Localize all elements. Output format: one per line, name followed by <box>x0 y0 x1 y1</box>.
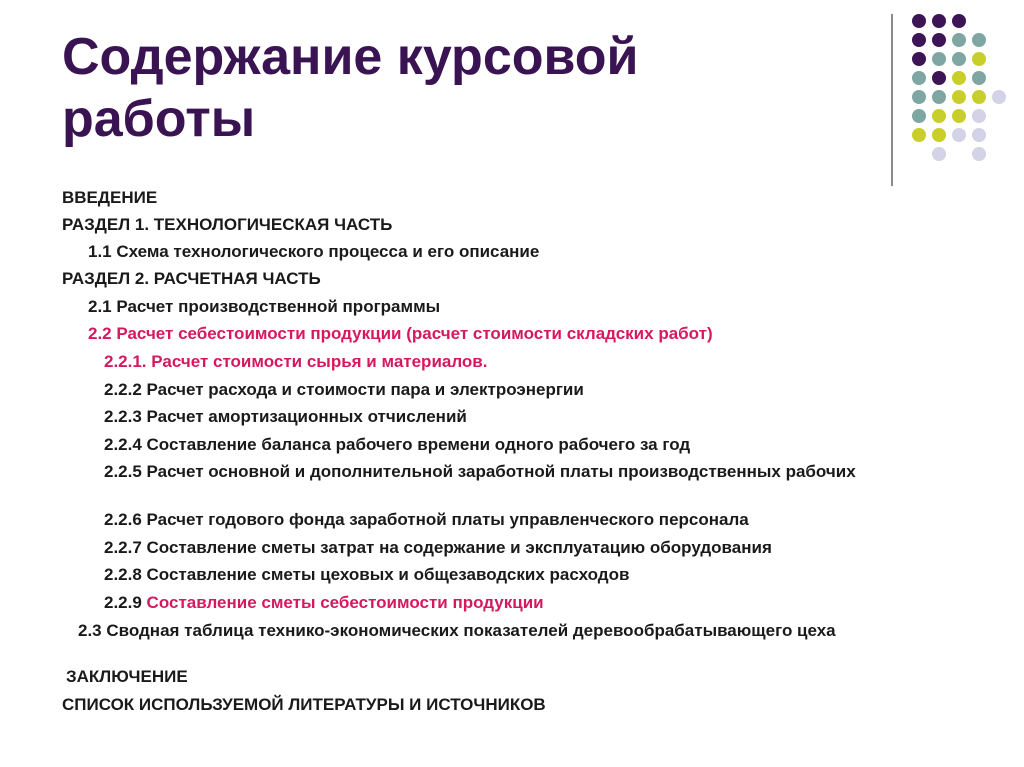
decor-dot <box>972 147 986 161</box>
toc-item-2-2-6: 2.2.6 Расчет годового фонда заработной платы управленческого персонала <box>104 510 749 529</box>
decor-dot <box>912 14 926 28</box>
decor-dot <box>932 147 946 161</box>
decor-dot <box>952 90 966 104</box>
decor-dot <box>952 52 966 66</box>
toc-item-conclusion: ЗАКЛЮЧЕНИЕ <box>66 667 188 686</box>
decor-dot <box>912 90 926 104</box>
decor-dot <box>972 33 986 47</box>
toc-item-section1: РАЗДЕЛ 1. ТЕХНОЛОГИЧЕСКАЯ ЧАСТЬ <box>62 215 393 234</box>
toc-item-2-2-9-number: 2.2.9 <box>104 593 147 612</box>
toc-item-2-2-1: 2.2.1. Расчет стоимости сырья и материалов. <box>104 352 488 371</box>
slide-title-line2: работы <box>62 90 256 148</box>
toc-item-2-2-7: 2.2.7 Составление сметы затрат на содержание и эксплуатацию оборудования <box>104 538 772 557</box>
decor-dot <box>952 128 966 142</box>
toc-item-2-2-3: 2.2.3 Расчет амортизационных отчислений <box>104 407 467 426</box>
decor-dot <box>932 71 946 85</box>
decor-dot <box>912 128 926 142</box>
decor-dot <box>972 52 986 66</box>
decor-dot <box>972 109 986 123</box>
decor-dot <box>912 71 926 85</box>
decor-dot <box>952 33 966 47</box>
toc-item-2-2-9 <box>104 593 544 613</box>
decor-dot <box>932 128 946 142</box>
toc-item-intro: ВВЕДЕНИЕ <box>62 188 158 207</box>
decor-dot <box>912 109 926 123</box>
decor-dot <box>972 128 986 142</box>
slide-title-line1: Содержание курсовой <box>62 28 639 86</box>
decor-dot <box>952 109 966 123</box>
decor-dot <box>932 90 946 104</box>
decor-dot <box>972 90 986 104</box>
toc-item-section2: РАЗДЕЛ 2. РАСЧЕТНАЯ ЧАСТЬ <box>62 269 321 288</box>
toc-item-2-2-4: 2.2.4 Составление баланса рабочего времени одного рабочего за год <box>104 435 691 454</box>
decor-dot <box>932 109 946 123</box>
toc-item-2-2: 2.2 Расчет себестоимости продукции (расчет стоимости складских работ) <box>88 324 713 343</box>
decor-dot <box>932 52 946 66</box>
decor-dot <box>992 90 1006 104</box>
decor-dot <box>972 71 986 85</box>
toc-item-references: СПИСОК ИСПОЛЬЗУЕМОЙ ЛИТЕРАТУРЫ И ИСТОЧНИКОВ <box>62 695 546 714</box>
decor-dot <box>912 52 926 66</box>
decor-dot <box>912 33 926 47</box>
toc-item-2-3: 2.3 Сводная таблица технико-экономических показателей деревообрабатывающего цеха <box>78 621 836 640</box>
toc-item-2-2-2: 2.2.2 Расчет расхода и стоимости пара и электроэнергии <box>104 380 584 399</box>
toc-item-2-2-5: 2.2.5 Расчет основной и дополнительной заработной платы производственных рабочих <box>104 462 856 481</box>
toc-item-2-2-9-text: Составление сметы себестоимости продукции <box>146 593 544 612</box>
toc-item-1-1: 1.1 Схема технологического процесса и его описание <box>88 242 540 261</box>
toc-item-2-1: 2.1 Расчет производственной программы <box>88 297 441 316</box>
decor-dot <box>952 71 966 85</box>
decor-dot <box>952 14 966 28</box>
decor-dot <box>932 33 946 47</box>
decor-dot <box>932 14 946 28</box>
decor-dot-grid <box>0 0 1024 200</box>
toc-item-2-2-8: 2.2.8 Составление сметы цеховых и общезаводских расходов <box>104 565 630 584</box>
